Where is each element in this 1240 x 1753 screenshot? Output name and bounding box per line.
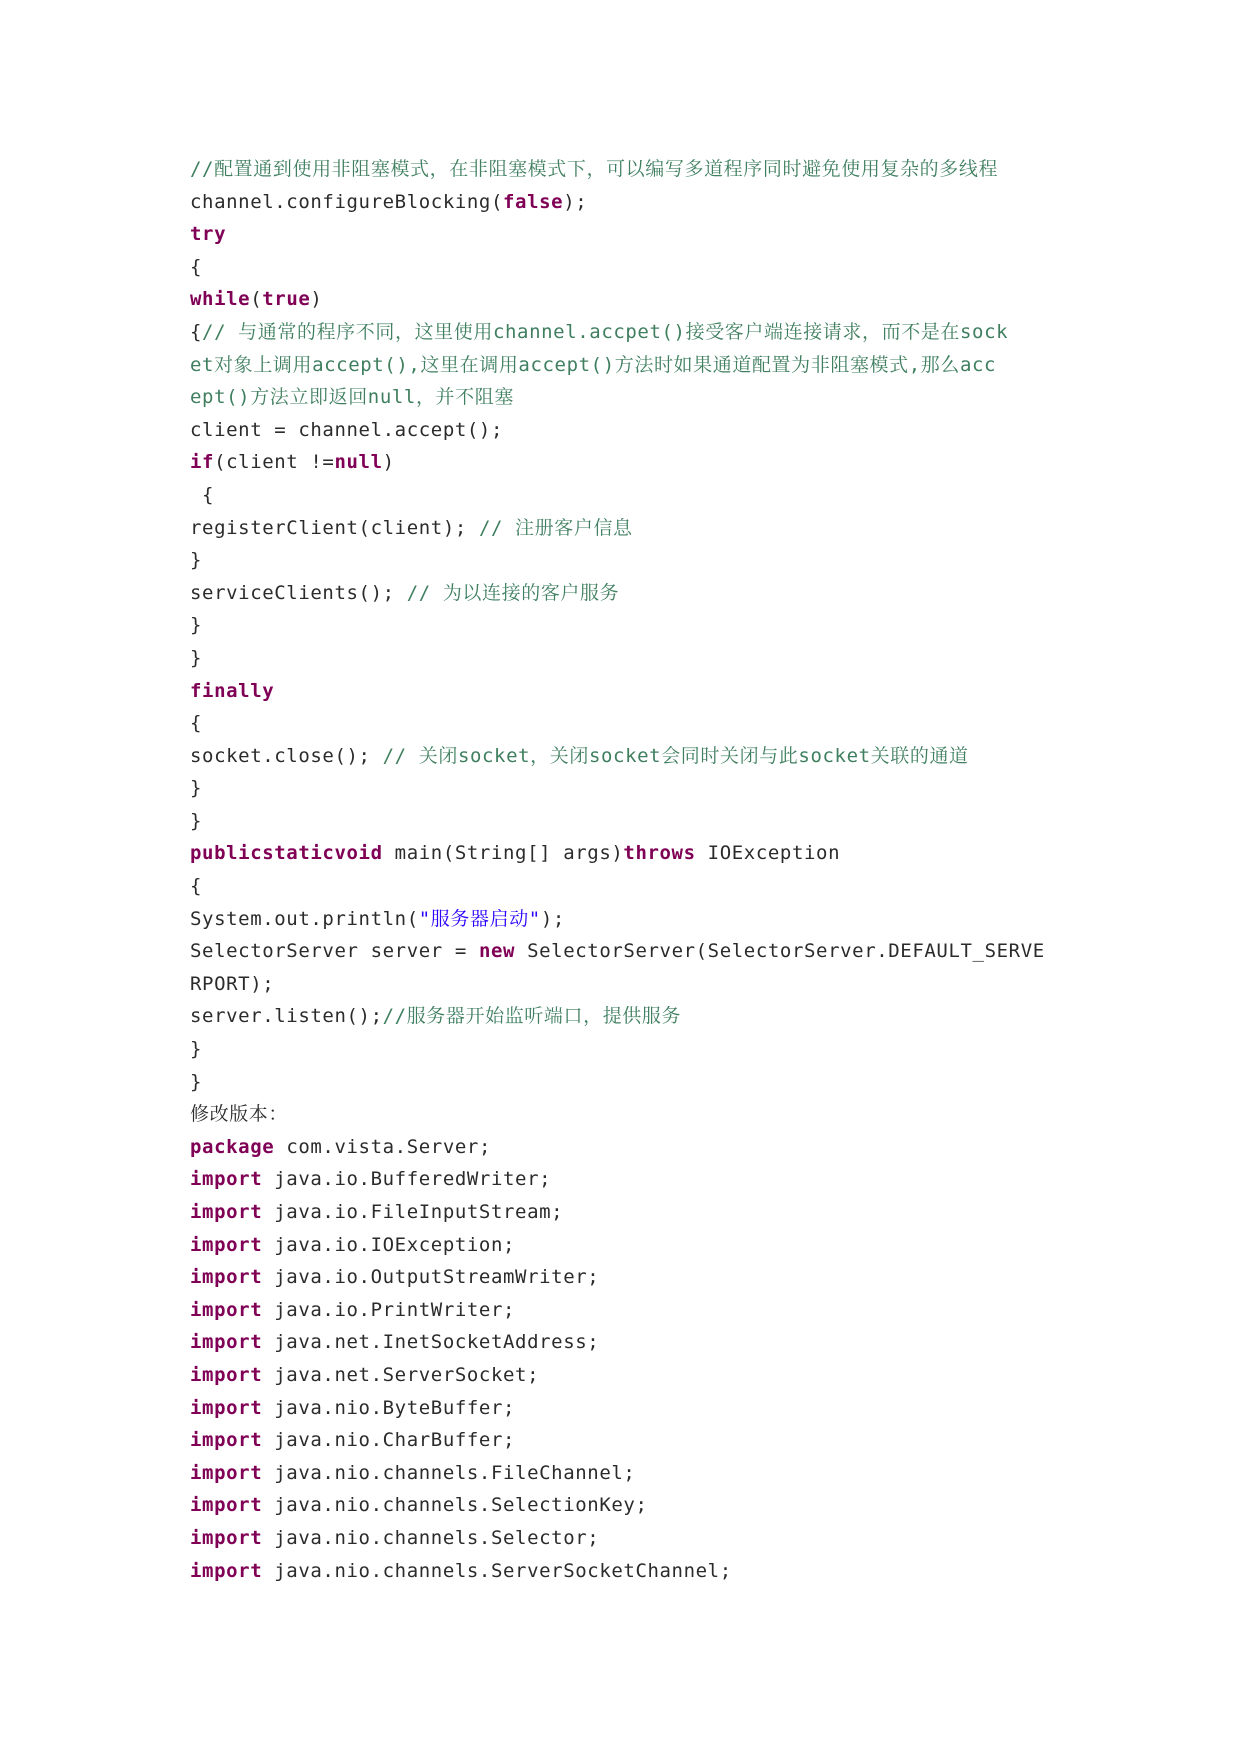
keyword: import [190, 1526, 263, 1549]
keyword: throws [623, 842, 696, 865]
code-line [190, 1033, 1070, 1066]
code-text: System.out.println( [190, 907, 419, 930]
keyword: false [503, 190, 564, 213]
code-text: ); [540, 907, 565, 930]
code-text: SelectorServer server = [190, 940, 479, 963]
code-text: java.io.OutputStreamWriter; [262, 1266, 600, 1289]
code-text: } [190, 777, 203, 800]
code-text: SelectorServer(SelectorServer.DEFAULT_SERVE [515, 940, 1045, 963]
keyword: import [190, 1363, 263, 1386]
string-literal: "服务器启动" [418, 907, 541, 930]
code-line [190, 316, 1070, 349]
code-text: client = channel.accept(); [190, 418, 504, 441]
code-comment: et对象上调用accept(),这里在调用accept()方法时如果通道配置为非阻塞模式,那么acc [190, 353, 997, 376]
code-text: { [190, 875, 203, 898]
code-text: ) [382, 451, 395, 474]
keyword: null [334, 451, 383, 474]
keyword: import [190, 1233, 263, 1256]
code-text: java.nio.ByteBuffer; [262, 1396, 516, 1419]
code-text: } [190, 549, 203, 572]
code-line [190, 707, 1070, 740]
code-text: { [190, 320, 203, 343]
code-line [190, 1555, 1070, 1588]
code-line [190, 1294, 1070, 1327]
code-text: java.io.PrintWriter; [262, 1298, 516, 1321]
code-line [190, 577, 1070, 610]
code-line [190, 935, 1070, 968]
code-line [190, 349, 1070, 382]
code-text: java.nio.channels.SelectionKey; [262, 1494, 648, 1517]
code-line [190, 1457, 1070, 1490]
code-line [190, 675, 1070, 708]
code-line [190, 1196, 1070, 1229]
keyword: try [190, 223, 227, 246]
code-line [190, 512, 1070, 545]
code-line [190, 1066, 1070, 1099]
code-text: } [190, 646, 203, 669]
code-line [190, 381, 1070, 414]
code-line [190, 642, 1070, 675]
code-line [190, 772, 1070, 805]
code-line [190, 740, 1070, 773]
keyword: import [190, 1298, 263, 1321]
code-text: java.nio.CharBuffer; [262, 1429, 516, 1452]
code-line [190, 837, 1070, 870]
code-comment: ept()方法立即返回null，并不阻塞 [190, 386, 514, 409]
code-text: } [190, 1070, 203, 1093]
code-text: java.nio.channels.Selector; [262, 1526, 600, 1549]
code-line [190, 544, 1070, 577]
code-line [190, 1131, 1070, 1164]
keyword: import [190, 1396, 263, 1419]
keyword: import [190, 1559, 263, 1582]
code-text: RPORT); [190, 972, 275, 995]
code-line [190, 1098, 1070, 1131]
code-line [190, 1000, 1070, 1033]
code-text: } [190, 809, 203, 832]
code-line [190, 1489, 1070, 1522]
code-text: java.net.InetSocketAddress; [262, 1331, 600, 1354]
code-text: (client != [214, 451, 335, 474]
code-text: server.listen(); [190, 1005, 383, 1028]
code-text: registerClient(client); [190, 516, 479, 539]
code-line [190, 805, 1070, 838]
code-text: { [190, 483, 215, 506]
code-text: ) [310, 288, 323, 311]
code-line [190, 1424, 1070, 1457]
code-text: java.nio.channels.ServerSocketChannel; [262, 1559, 732, 1582]
code-text: } [190, 1038, 203, 1061]
keyword: if [190, 451, 215, 474]
keyword: import [190, 1429, 263, 1452]
code-line [190, 479, 1070, 512]
code-text: java.io.FileInputStream; [262, 1201, 564, 1223]
keyword: publicstaticvoid [190, 842, 383, 865]
code-text: java.nio.channels.FileChannel; [262, 1461, 636, 1484]
keyword: import [190, 1494, 263, 1517]
code-line [190, 283, 1070, 316]
code-text: channel.configureBlocking( [190, 190, 504, 213]
code-line [190, 1522, 1070, 1555]
code-line [190, 609, 1070, 642]
keyword: new [478, 940, 516, 963]
code-line [190, 251, 1070, 284]
section-label: 修改版本： [190, 1103, 289, 1126]
code-listing [190, 153, 1070, 1587]
code-line [190, 414, 1070, 447]
code-line [190, 1392, 1070, 1425]
code-line [190, 446, 1070, 479]
keyword: true [262, 288, 311, 311]
code-line [190, 186, 1070, 219]
code-text: java.io.BufferedWriter; [262, 1168, 552, 1191]
code-text: com.vista.Server; [274, 1135, 491, 1158]
code-text: { [190, 712, 203, 735]
code-text: { [190, 255, 203, 278]
code-line [190, 1261, 1070, 1294]
code-comment: // 为以连接的客户服务 [406, 581, 620, 604]
code-line [190, 1229, 1070, 1262]
keyword: import [190, 1168, 263, 1191]
code-text: java.net.ServerSocket; [262, 1363, 540, 1386]
code-text: serviceClients(); [190, 581, 407, 604]
code-comment: //配置通到使用非阻塞模式，在非阻塞模式下，可以编写多道程序同时避免使用复杂的多线程 [190, 158, 999, 180]
keyword: import [190, 1331, 263, 1354]
code-text: ( [250, 288, 263, 311]
code-comment: // 与通常的程序不同，这里使用channel.accpet()接受客户端连接请求，而不是在sock [202, 320, 1009, 343]
code-line [190, 1359, 1070, 1392]
keyword: import [190, 1266, 263, 1289]
code-line [190, 1326, 1070, 1359]
code-comment: // 注册客户信息 [478, 516, 633, 539]
code-text: java.io.IOException; [262, 1233, 516, 1256]
code-comment: //服务器开始监听端口，提供服务 [382, 1005, 682, 1028]
code-text: main(String[] args) [382, 842, 624, 865]
keyword: import [190, 1201, 263, 1223]
code-text: ); [563, 190, 588, 213]
code-text: } [190, 614, 203, 637]
code-line [190, 968, 1070, 1001]
keyword: finally [190, 679, 275, 702]
keyword: package [190, 1135, 275, 1158]
code-text: IOException [695, 842, 841, 865]
code-line [190, 153, 1070, 186]
code-line [190, 1163, 1070, 1196]
keyword: import [190, 1461, 263, 1484]
code-line [190, 903, 1070, 936]
code-line [190, 870, 1070, 903]
keyword: while [190, 288, 251, 311]
code-comment: // 关闭socket，关闭socket会同时关闭与此socket关联的通道 [382, 744, 969, 767]
code-line [190, 218, 1070, 251]
code-text: socket.close(); [190, 744, 383, 767]
